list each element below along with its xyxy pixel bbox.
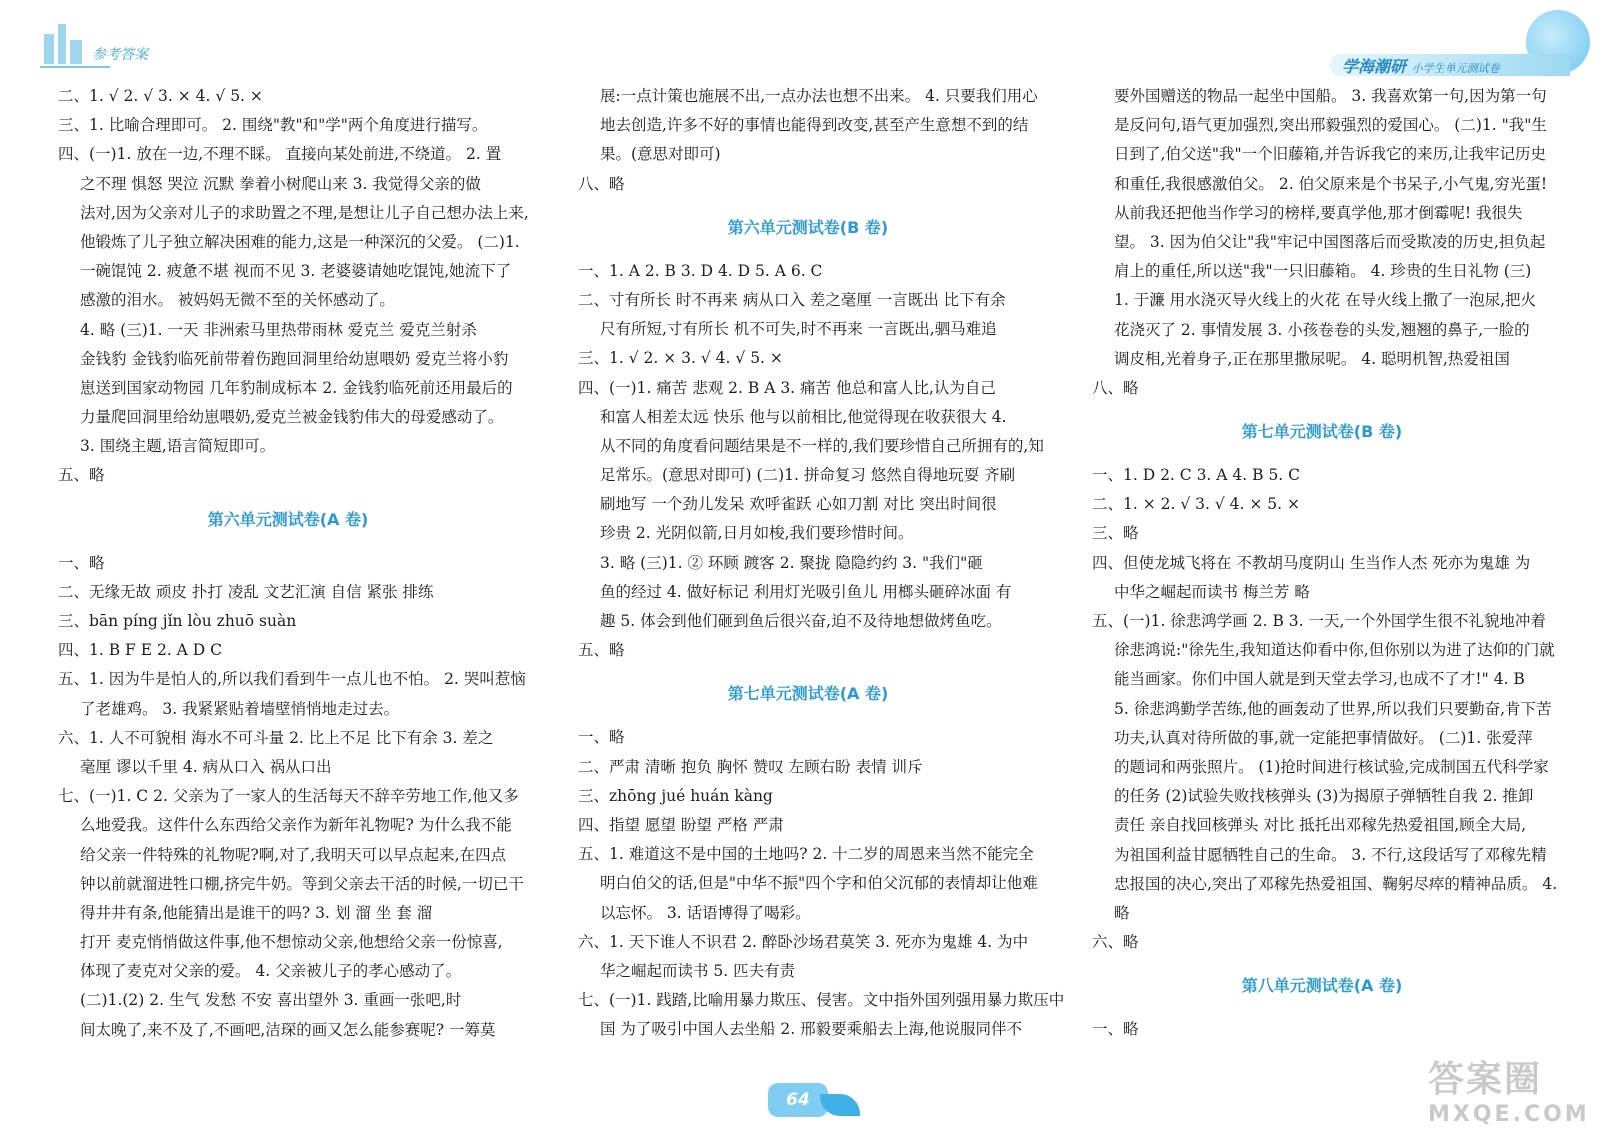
- answer-line: 二、严肃 清晰 抱负 胸怀 赞叹 左顾右盼 表情 训斥: [578, 757, 923, 776]
- answer-line: 国 为了吸引中国人去坐船 2. 邢毅要乘船去上海,他说服同伴不: [600, 1020, 1022, 1039]
- answer-line: 肩上的重任,所以送"我"一只旧藤箱。 4. 珍贵的生日礼物 (三): [1114, 262, 1532, 281]
- answer-line: 五、1. 因为牛是怕人的,所以我们看到牛一点儿也不怕。 2. 哭叫惹恼: [58, 670, 526, 689]
- answer-line: 一、1. A 2. B 3. D 4. D 5. A 6. C: [578, 261, 823, 280]
- answer-line: 一碗馄饨 2. 疲惫不堪 视而不见 3. 老婆婆请她吃馄饨,她流下了: [80, 262, 512, 281]
- answer-line: 八、略: [578, 174, 625, 193]
- answer-line: 之不理 惧怒 哭泣 沉默 拳着小树爬山来 3. 我觉得父亲的做: [80, 174, 481, 193]
- answer-line: 一、略: [578, 728, 625, 747]
- answer-line: 调皮相,光着身子,正在那里撒尿呢。 4. 聪明机智,热爱祖国: [1114, 349, 1510, 368]
- answer-line: 四、1. B F E 2. A D C: [58, 641, 223, 660]
- brand-logo: 学海潮研 小学生单元测试卷: [1342, 57, 1500, 76]
- answer-line: 法对,因为父亲对儿子的求助置之不理,是想让儿子自己想办法上来,: [80, 203, 529, 222]
- section-title: 第八单元测试卷(A 卷): [1241, 976, 1403, 996]
- answer-line: 尺有所短,寸有所长 机不可失,时不再来 一言既出,驷马难追: [600, 320, 997, 339]
- answer-line: 是反问句,语气更加强烈,突出邢毅强烈的爱国心。 (二)1. "我"生: [1114, 116, 1547, 135]
- answer-line: 给父亲一件特殊的礼物呢?啊,对了,我明天可以早点起来,在四点: [80, 845, 507, 864]
- answer-line: 四、(一)1. 痛苦 悲观 2. B A 3. 痛苦 他总和富人比,认为自己: [578, 378, 996, 397]
- answer-line: 望。 3. 因为伯父让"我"牢记中国图落后而受欺凌的历史,担负起: [1114, 232, 1546, 251]
- answer-line: 鱼的经过 4. 做好标记 利用灯光吸引鱼儿 用榔头砸碎冰面 有: [600, 582, 1012, 601]
- answer-line: 4. 略 (三)1. 一天 非洲索马里热带雨林 爱克兰 爱克兰射杀: [80, 320, 477, 339]
- answer-line: 二、寸有所长 时不再来 病从口入 差之毫厘 一言既出 比下有余: [578, 290, 1006, 309]
- answer-line: 三、1. 比喻合理即可。 2. 围绕"教"和"学"两个角度进行描写。: [58, 116, 488, 135]
- answer-line: 三、1. √ 2. × 3. √ 4. √ 5. ×: [578, 349, 783, 368]
- answer-line: 二、1. × 2. √ 3. √ 4. × 5. ×: [1092, 495, 1301, 514]
- answer-line: 责任 亲自找回核弹头 对比 抵托出邓稼先热爱祖国,顾全大局,: [1114, 816, 1527, 835]
- answer-line: 五、(一)1. 徐悲鸿学画 2. B 3. 一天,一个外国学生很不礼貌地冲着: [1092, 612, 1546, 630]
- answer-line: 地去创造,许多不好的事情也能得到改变,甚至产生意想不到的结: [600, 116, 1029, 135]
- answer-line: 体现了麦克对父亲的爱。 4. 父亲被儿子的孝心感动了。: [80, 962, 462, 981]
- answer-line: 四、但使龙城飞将在 不教胡马度阴山 生当作人杰 死亦为鬼雄 为: [1092, 553, 1531, 572]
- answer-line: 得井井有条,他能猜出是谁干的吗? 3. 划 溜 坐 套 溜: [80, 903, 433, 922]
- answer-line: 感激的泪水。 被妈妈无微不至的关怀感动了。: [80, 291, 395, 310]
- header-rule: [40, 66, 110, 68]
- answer-line: 华之崛起而读书 5. 匹夫有责: [600, 961, 796, 980]
- answer-line: 明白伯父的话,但是"中华不振"四个字和伯父沉郁的表情却让他难: [600, 874, 1038, 893]
- answer-line: 打开 麦克悄悄做这件事,他不想惊动父亲,他想给父亲一份惊喜,: [80, 933, 503, 952]
- answer-line: 四、指望 愿望 盼望 严格 严肃: [578, 815, 784, 834]
- answer-line: 中华之崛起而读书 梅兰芳 略: [1114, 582, 1310, 601]
- answer-line: 徐悲鸿说:"徐先生,我知道达仰看中你,但你别以为进了达仰的门就: [1114, 641, 1555, 660]
- answer-line: 崽送到国家动物园 几年豹制成标本 2. 金钱豹临死前还用最后的: [80, 378, 513, 397]
- answer-line: 力量爬回洞里给幼崽喂奶,爱克兰被金钱豹伟大的母爱感动了。: [80, 408, 504, 427]
- answer-line: 三、zhōng jué huán kàng: [578, 786, 773, 805]
- answer-line: 五、1. 难道这不是中国的土地吗? 2. 十二岁的周恩来当然不能完全: [578, 845, 1034, 864]
- answer-line: 四、(一)1. 放在一边,不理不睬。 直接向某处前进,不绕道。 2. 置: [58, 145, 502, 164]
- answer-line: 一、略: [58, 553, 105, 572]
- answer-line: 珍贵 2. 光阴似箭,日月如梭,我们要珍惜时间。: [600, 524, 914, 543]
- answer-column-left: [58, 82, 529, 1045]
- answer-column-right: [1092, 82, 1558, 1044]
- answer-line: 展:一点计策也施展不出,一点办法也想不出来。 4. 只要我们用心: [600, 87, 1038, 105]
- answer-line: 七、(一)1. C 2. 父亲为了一家人的生活每天不辞辛劳地工作,他又多: [58, 787, 519, 806]
- answer-line: 的任务 (2)试验失败找核弹头 (3)为揭原子弹牺牲自我 2. 推卸: [1114, 787, 1534, 806]
- answer-line: 他锻炼了儿子独立解决困难的能力,这是一种深沉的父爱。 (二)1.: [80, 232, 520, 251]
- answer-line: 了老雄鸡。 3. 我紧紧贴着墙壁悄悄地走过去。: [80, 699, 400, 718]
- answer-line: 金钱豹 金钱豹临死前带着伤跑回洞里给幼崽喂奶 爱克兰将小豹: [80, 349, 509, 368]
- answer-line: 六、1. 人不可貌相 海水不可斗量 2. 比上不足 比下有余 3. 差之: [58, 728, 494, 747]
- answer-line: 从不同的角度看问题结果是不一样的,我们要珍惜自己所拥有的,知: [600, 436, 1044, 455]
- answer-line: 足常乐。(意思对即可) (二)1. 拼命复习 悠然自得地玩耍 齐刷: [600, 466, 1016, 485]
- answer-line: 五、略: [58, 466, 105, 485]
- answer-line: 3. 略 (三)1. ② 环顾 踱客 2. 聚拢 隐隐约约 3. "我们"砸: [600, 553, 983, 572]
- answer-line: 和重任,我很感激伯父。 2. 伯父原来是个书呆子,小气鬼,穷光蛋!: [1114, 174, 1548, 193]
- answer-line: 3. 围绕主题,语言简短即可。: [80, 437, 276, 456]
- answer-line: 5. 徐悲鸿勤学苦练,他的画轰动了世界,所以我们只要勤奋,肯下苦: [1114, 699, 1552, 718]
- section-title: 第七单元测试卷(A 卷): [727, 684, 889, 704]
- answer-line: 五、略: [578, 641, 625, 660]
- answer-line: 和富人相差太远 快乐 他与以前相比,他觉得现在收获很大 4.: [600, 407, 1007, 426]
- header-decoration-left: [40, 14, 240, 74]
- answer-line: 日到了,伯父送"我"一个旧藤箱,并告诉我它的来历,让我牢记历史: [1114, 145, 1547, 164]
- answer-line: 么地爱我。这件什么东西给父亲作为新年礼物呢? 为什么我不能: [80, 816, 512, 835]
- answer-line: 间太晚了,来不及了,不画吧,洁琛的画又怎么能参赛呢? 一筹莫: [80, 1020, 496, 1039]
- answer-line: 从前我还把他当作学习的榜样,要真学他,那才倒霉呢! 我很失: [1114, 203, 1523, 222]
- answer-line: 略: [1114, 903, 1130, 922]
- answer-line: 为祖国利益甘愿牺牲自己的生命。 3. 不行,这段话写了邓稼先精: [1114, 845, 1547, 864]
- answer-line: 功夫,认真对待所做的事,就一定能把事情做好。 (二)1. 张爱萍: [1114, 728, 1533, 747]
- answer-line: 一、略: [1092, 1020, 1139, 1039]
- section-title: 第六单元测试卷(A 卷): [207, 509, 369, 529]
- brand-banner: [1330, 10, 1590, 80]
- answer-line: 钟以前就溜进牲口棚,挤完牛奶。等到父亲去干活的时候,一切已干: [80, 874, 524, 893]
- answer-line: 毫厘 谬以千里 4. 病从口入 祸从口出: [80, 757, 332, 776]
- answer-line: 三、略: [1092, 524, 1139, 543]
- watermark: 答案圈 MXQE.COM: [1428, 1059, 1590, 1127]
- answer-line: 的题词和两张照片。 (1)抢时间进行核试验,完成制国五代科学家: [1114, 757, 1549, 776]
- answer-line: 六、1. 天下谁人不识君 2. 醉卧沙场君莫笑 3. 死亦为鬼雄 4. 为中: [578, 932, 1029, 951]
- section-title: 第六单元测试卷(B 卷): [727, 217, 889, 237]
- answer-line: 刷地写 一个劲儿发呆 欢呼雀跃 心如刀割 对比 突出时间很: [600, 495, 997, 514]
- answer-line: 以忘怀。 3. 话语博得了喝彩。: [600, 903, 811, 922]
- section-title: 第七单元测试卷(B 卷): [1241, 422, 1403, 442]
- answer-line: 要外国赠送的物品一起坐中国船。 3. 我喜欢第一句,因为第一句: [1114, 87, 1547, 105]
- answer-line: 六、略: [1092, 933, 1139, 952]
- answer-line: 趣 5. 体会到他们砸到鱼后很兴奋,迫不及待地想做烤鱼吃。: [600, 612, 1002, 630]
- answer-line: 能当画家。你们中国人就是到天堂去学习,也成不了才!" 4. B: [1114, 670, 1525, 689]
- answer-line: (二)1.(2) 2. 生气 发愁 不安 喜出望外 3. 重画一张吧,时: [80, 991, 462, 1010]
- answer-line: 七、(一)1. 践踏,比喻用暴力欺压、侵害。文中指外国列强用暴力欺压中: [578, 991, 1065, 1010]
- answer-line: 二、无缘无故 顽皮 扑打 凌乱 文艺汇演 自信 紧张 排练: [58, 582, 434, 601]
- answer-line: 八、略: [1092, 378, 1139, 397]
- answer-line: 一、1. D 2. C 3. A 4. B 5. C: [1092, 466, 1301, 485]
- answer-line: 忠报国的决心,突出了邓稼先热爱祖国、鞠躬尽瘁的精神品质。 4.: [1114, 874, 1558, 893]
- answer-key-label: 参考答案: [92, 47, 148, 63]
- answer-line: 二、1. √ 2. √ 3. × 4. √ 5. ×: [58, 87, 263, 105]
- answer-column-middle: [578, 82, 1065, 1044]
- page-number: 64: [768, 1083, 828, 1117]
- answer-line: 花浇灭了 2. 事情发展 3. 小孩卷卷的头发,翘翘的鼻子,一脸的: [1114, 320, 1530, 339]
- answer-line: 1. 于濂 用水浇灭导火线上的火花 在导火线上撒了一泡尿,把火: [1114, 291, 1536, 310]
- answer-line: 三、bān píng jǐn lòu zhuō suàn: [58, 612, 297, 630]
- answer-line: 果。(意思对即可): [600, 145, 721, 164]
